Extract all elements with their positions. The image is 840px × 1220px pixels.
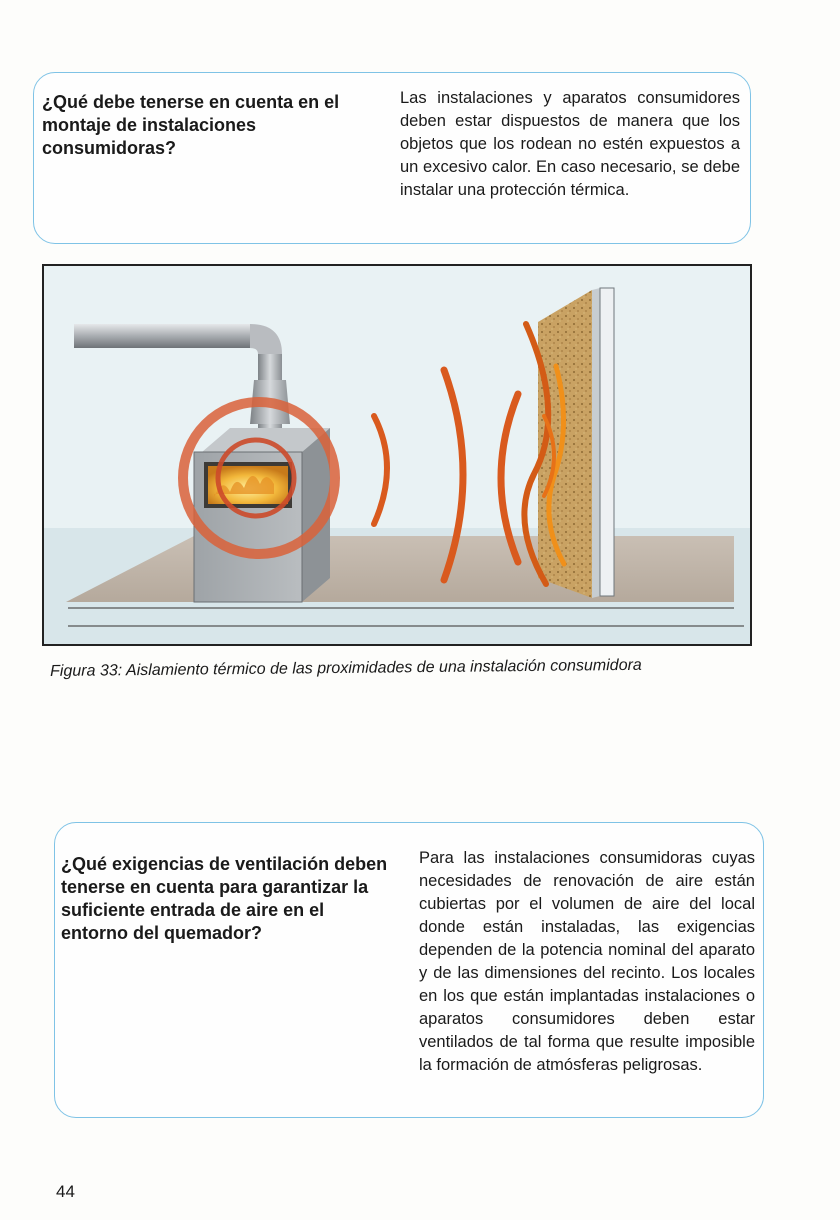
heat-wave-1: [374, 416, 387, 524]
insulation-panel-icon: [538, 288, 614, 598]
answer-ventilation: Para las instalaciones consumidoras cuyas necesidades de renovación de aire están cubiertas por el volumen de aire del local donde están instaladas, las exigencias dependen de la potencia nominal del aparato y de las dimensiones del recinto. Los locales en los que están implantadas instalaciones o aparatos consumidores deben estar ventilados de tal forma que resulte imposible la formación de atmósferas peligrosas.: [419, 849, 755, 1074]
answer-installation: Las instalaciones y aparatos consumidores deben estar dispuestos de manera que los objetos que los rodean no estén expuestos a un excesivo calor. En caso necesario, se debe instalar una protección térmica.: [400, 89, 740, 199]
figure-illustration: [44, 266, 750, 644]
question-ventilation: ¿Qué exigencias de ventilación deben tenerse en cuenta para garantizar la suficiente entrada de aire en el entorno del quemador?: [61, 854, 388, 943]
figure-caption: Figura 33: Aislamiento térmico de las proximidades de una instalación consumidora: [50, 656, 642, 680]
figure-thermal-insulation: [42, 264, 752, 646]
page-number: 44: [56, 1182, 75, 1201]
qa-box-installation: [33, 72, 751, 244]
question-installation: ¿Qué debe tenerse en cuenta en el montaje de instalaciones consumidoras?: [42, 92, 340, 158]
qa-box-ventilation: [54, 822, 764, 1118]
